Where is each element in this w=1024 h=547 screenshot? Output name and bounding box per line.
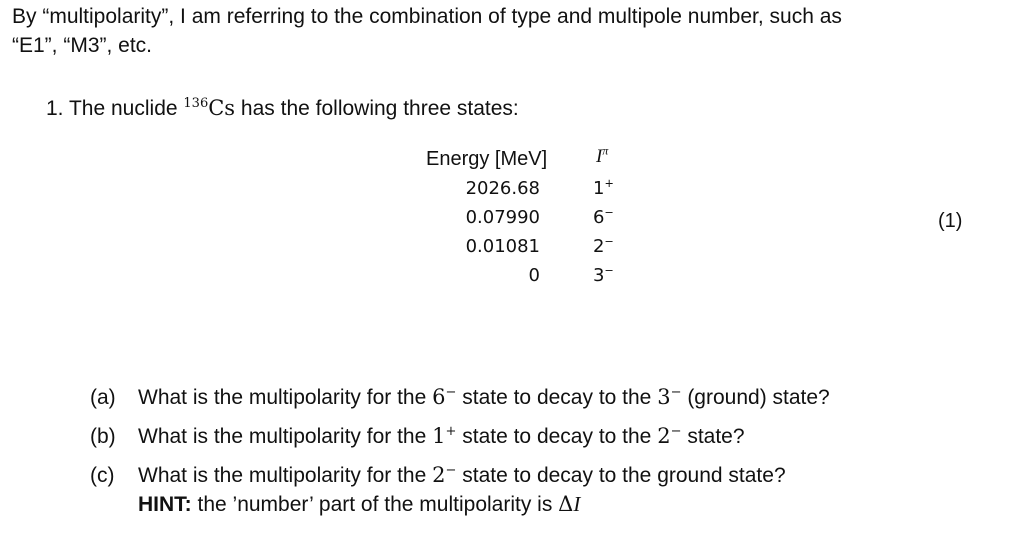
question-label: (a): [90, 386, 116, 409]
question-text: state to decay to the ground state?: [456, 464, 786, 487]
question-text: state to decay to the: [456, 386, 658, 409]
row-spin-3: [593, 265, 614, 286]
mass-number: 136: [183, 96, 209, 111]
header-parity: π: [602, 144, 609, 158]
question-label: (c): [90, 464, 115, 487]
delta-symbol: Δ: [558, 492, 574, 516]
element-symbol: Cs: [208, 96, 236, 120]
parity-value: −: [604, 235, 614, 248]
row-spin-2: [593, 236, 614, 257]
question-text: state to decay to the: [456, 425, 658, 448]
parity-value: −: [604, 206, 614, 219]
spin-value: 3: [593, 265, 605, 286]
header-spin-parity: [596, 146, 608, 168]
parity-value: +: [604, 177, 614, 190]
spin-value: 1: [593, 178, 605, 199]
header-energy: Energy [MeV]: [426, 148, 548, 170]
spin-value: 2: [593, 236, 605, 257]
question-b: [90, 424, 745, 449]
question-text: What is the multipolarity for the: [138, 425, 433, 448]
problem-number: 1.: [46, 97, 64, 120]
state-value: 1+: [432, 424, 457, 448]
equation-number: (1): [938, 210, 963, 232]
question-text: What is the multipolarity for the: [138, 386, 433, 409]
hint: [138, 492, 580, 517]
question-c: [90, 463, 786, 488]
hint-variable: I: [573, 492, 581, 516]
row-energy-0: 2026.68: [465, 178, 540, 199]
question-text: state?: [681, 425, 745, 448]
problem-text-before: The nuclide: [68, 97, 184, 120]
state-value: 3−: [657, 385, 682, 409]
intro-line-1: By “multipolarity”, I am referring to the combination of type and multipole number, such as: [12, 5, 842, 28]
hint-label: HINT:: [138, 493, 192, 516]
state-value: 2−: [432, 463, 457, 487]
hint-text: the ’number’ part of the multipolarity is: [191, 493, 559, 516]
row-spin-0: [593, 178, 614, 199]
spin-value: 6: [593, 207, 605, 228]
intro-line-2: “E1”, “M3”, etc.: [12, 34, 153, 57]
row-spin-1: [593, 207, 614, 228]
row-energy-1: 0.07990: [465, 207, 540, 228]
problem-text-after: has the following three states:: [235, 97, 519, 120]
header-spin: I: [596, 146, 603, 167]
question-label: (b): [90, 425, 116, 448]
parity-value: −: [604, 264, 614, 277]
state-value: 2−: [657, 424, 682, 448]
state-value: 6−: [432, 385, 457, 409]
problem-statement: [46, 96, 519, 121]
question-a: [90, 385, 830, 410]
question-text: What is the multipolarity for the: [138, 464, 433, 487]
row-energy-2: 0.01081: [465, 236, 540, 257]
question-text: (ground) state?: [681, 386, 830, 409]
row-energy-3: 0: [528, 265, 540, 286]
